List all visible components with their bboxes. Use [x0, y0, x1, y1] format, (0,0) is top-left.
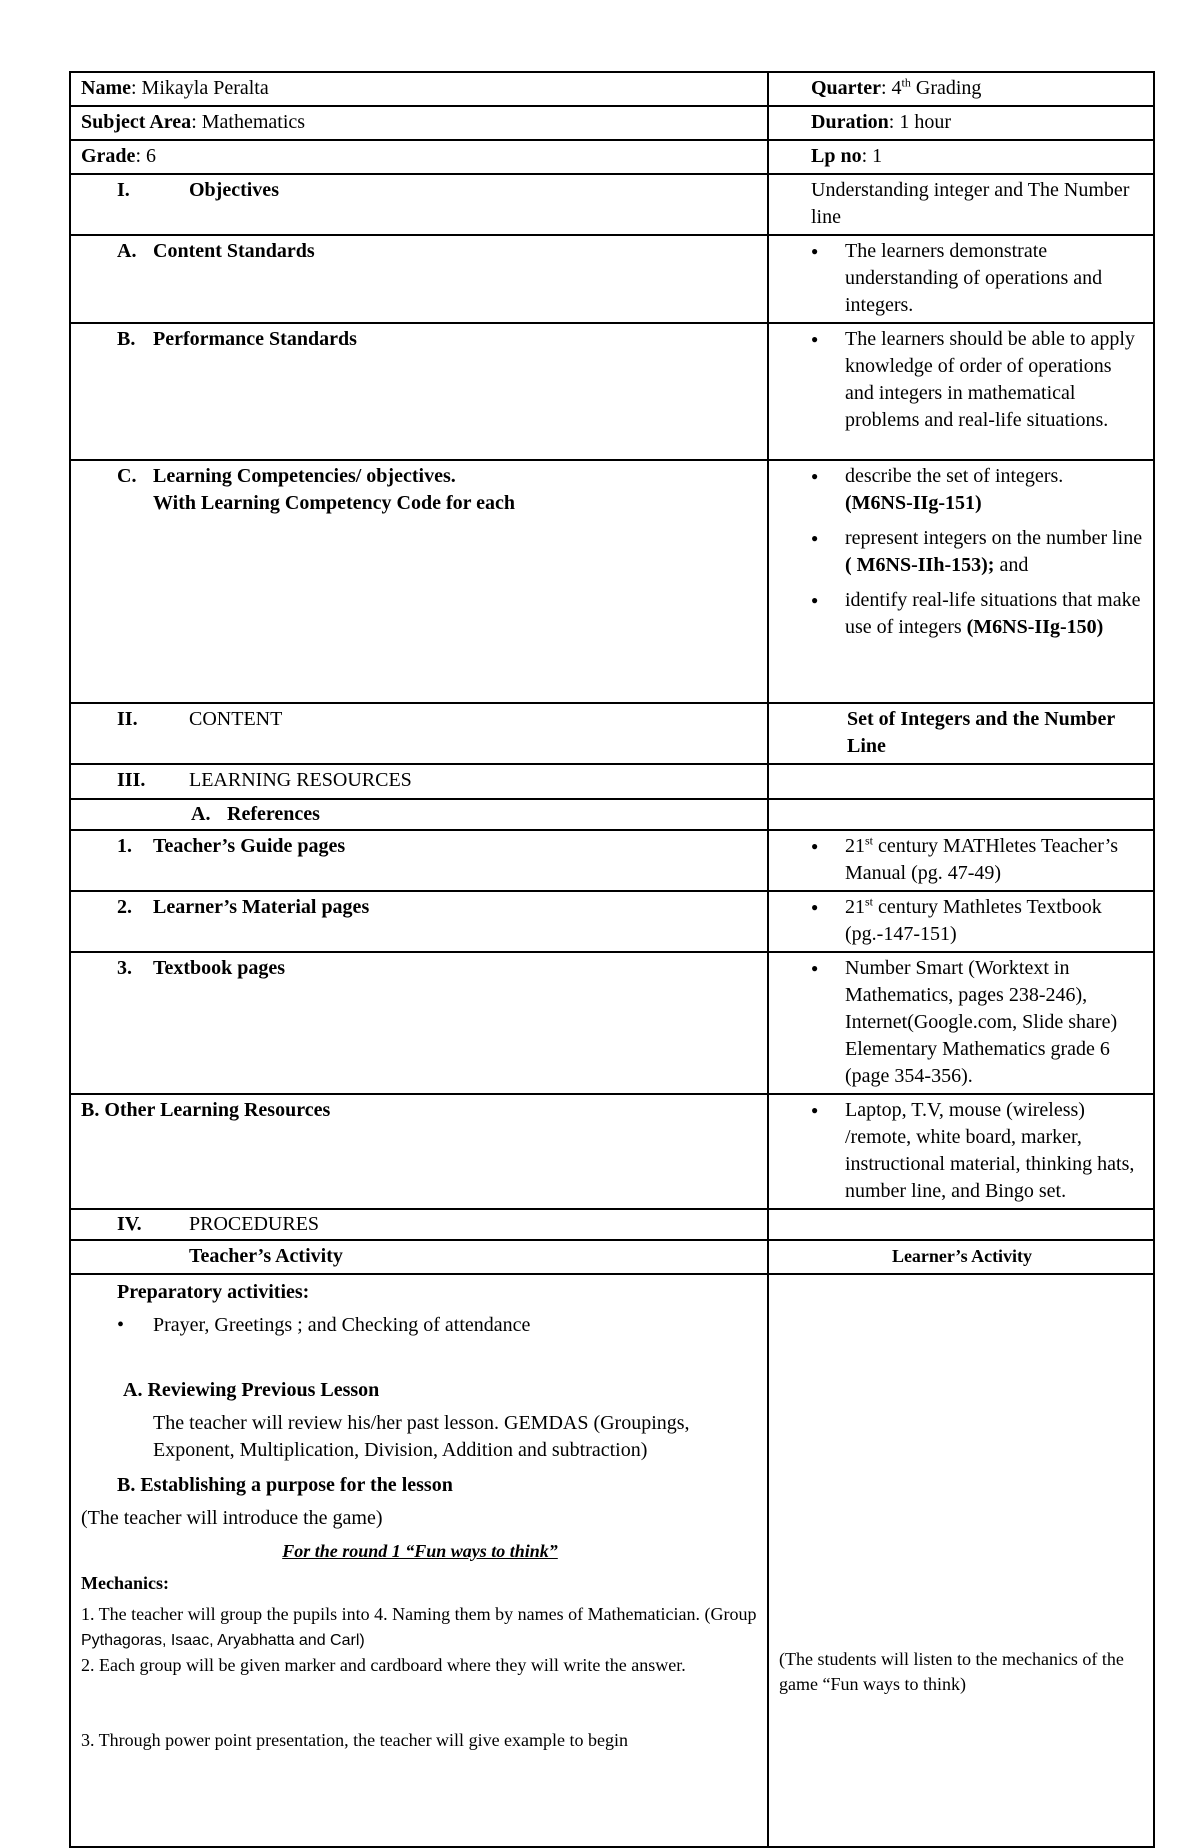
row-name	[70, 72, 1154, 106]
content-value: Set of Integers and the Number Line	[847, 708, 1115, 757]
prep-label: Preparatory activities:	[117, 1281, 310, 1303]
performance-standards-list	[811, 326, 1145, 434]
learner-activity-text: (The students will listen to the mechanics of the game “Fun ways to think)	[779, 1649, 1124, 1694]
list-item: ● identify real-life situations that make use of integers (M6NS-IIg-150)	[845, 587, 1145, 641]
grade-cell: Grade: 6	[70, 140, 768, 174]
review-text: The teacher will review his/her past lesson. GEMDAS (Groupings, Exponent, Multiplication, Division, Addition and subtraction)	[153, 1412, 690, 1461]
round-title: For the round 1 “Fun ways to think”	[282, 1541, 558, 1561]
purpose-text: (The teacher will introduce the game)	[81, 1507, 383, 1529]
list-item: ● represent integers on the number line ( M6NS-IIh-153); and	[845, 525, 1145, 579]
name-cell: Name: Mikayla Peralta	[70, 72, 768, 106]
mechanics-step-1: 1. The teacher will group the pupils into 4. Naming them by names of Mathematician. (Group Pythagoras, Isaac, Aryabhatta and Carl)	[81, 1604, 757, 1649]
row-learning-resources: III. LEARNING RESOURCES	[70, 764, 1154, 799]
list-item: ● describe the set of integers. (M6NS-IIg-151)	[845, 463, 1145, 517]
subject-cell: Subject Area: Mathematics	[70, 106, 768, 140]
row-learners-material: 2. Learner’s Material pages ● 21st century Mathletes Textbook (pg.-147-151)	[70, 891, 1154, 952]
objectives-value: Understanding integer and The Number line	[768, 174, 1154, 235]
row-objectives: I. Objectives Understanding integer and The Number line	[70, 174, 1154, 235]
row-teachers-guide: 1. Teacher’s Guide pages ● 21st century MATHletes Teacher’s Manual (pg. 47-49)	[70, 830, 1154, 891]
teacher-activity-header: Teacher’s Activity	[189, 1245, 343, 1267]
mechanics-step-2: 2. Each group will be given marker and cardboard where they will write the answer.	[81, 1655, 686, 1675]
list-item: ● 21st century Mathletes Textbook (pg.-147-151)	[845, 894, 1145, 948]
list-item: ● 21st century MATHletes Teacher’s Manual (pg. 47-49)	[845, 833, 1145, 887]
row-content-standards: A. Content Standards ● The learners demonstrate understanding of operations and integers.	[70, 235, 1154, 323]
content-standards-list	[811, 238, 1145, 319]
mechanics-step-3: 3. Through power point presentation, the teacher will give example to begin	[81, 1730, 629, 1750]
row-procedures: IV. PROCEDURES	[70, 1209, 1154, 1240]
lesson-plan-table	[69, 71, 1155, 1848]
list-item: ● Laptop, T.V, mouse (wireless) /remote, white board, marker, instructional material, thinking hats, number line, and Bingo set.	[845, 1097, 1145, 1205]
name-value: Mikayla Peralta	[141, 77, 269, 99]
lp-cell: Lp no: 1	[768, 140, 1154, 174]
review-label: A. Reviewing Previous Lesson	[123, 1379, 380, 1401]
purpose-label: B. Establishing a purpose for the lesson	[117, 1474, 453, 1496]
competencies-list	[811, 463, 1145, 641]
list-item: ● Number Smart (Worktext in Mathematics, pages 238-246), Internet(Google.com, Slide share) Elementary Mathematics grade 6 (page 354-356).	[845, 955, 1145, 1090]
row-grade	[70, 140, 1154, 174]
row-references: A. References	[70, 799, 1154, 830]
mechanics-label: Mechanics:	[81, 1573, 169, 1593]
learner-activity-header: Learner’s Activity	[891, 1246, 1033, 1266]
prep-item: • Prayer, Greetings ; and Checking of attendance	[117, 1314, 531, 1336]
row-content: II. CONTENT Set of Integers and the Number Line	[70, 703, 1154, 764]
row-other-resources: B. Other Learning Resources ● Laptop, T.V, mouse (wireless) /remote, white board, marker, instructional material, thinking hats, number line, and Bingo set.	[70, 1094, 1154, 1209]
row-competencies: C. Learning Competencies/ objectives. With Learning Competency Code for each ● describe the set of integers. (M6NS-IIg-151) ● represent integers on the number line ( M6NS-IIh-153); and ● identify real-life situations that make use of integers (M6NS-IIg-150)	[70, 460, 1154, 703]
row-activity-headers	[70, 1240, 1154, 1274]
list-item: ● The learners should be able to apply knowledge of order of operations and integers in mathematical problems and real-life situations.	[845, 326, 1145, 434]
list-item: ● The learners demonstrate understanding of operations and integers.	[845, 238, 1145, 319]
row-subject	[70, 106, 1154, 140]
row-performance-standards: B. Performance Standards ● The learners should be able to apply knowledge of order of operations and integers in mathematical problems and real-life situations.	[70, 323, 1154, 460]
duration-cell: Duration: 1 hour	[768, 106, 1154, 140]
row-activities	[70, 1274, 1154, 1847]
row-textbook: 3. Textbook pages ● Number Smart (Worktext in Mathematics, pages 238-246), Internet(Google.com, Slide share) Elementary Mathematics grade 6 (page 354-356).	[70, 952, 1154, 1094]
quarter-cell: Quarter: 4th Grading	[768, 72, 1154, 106]
